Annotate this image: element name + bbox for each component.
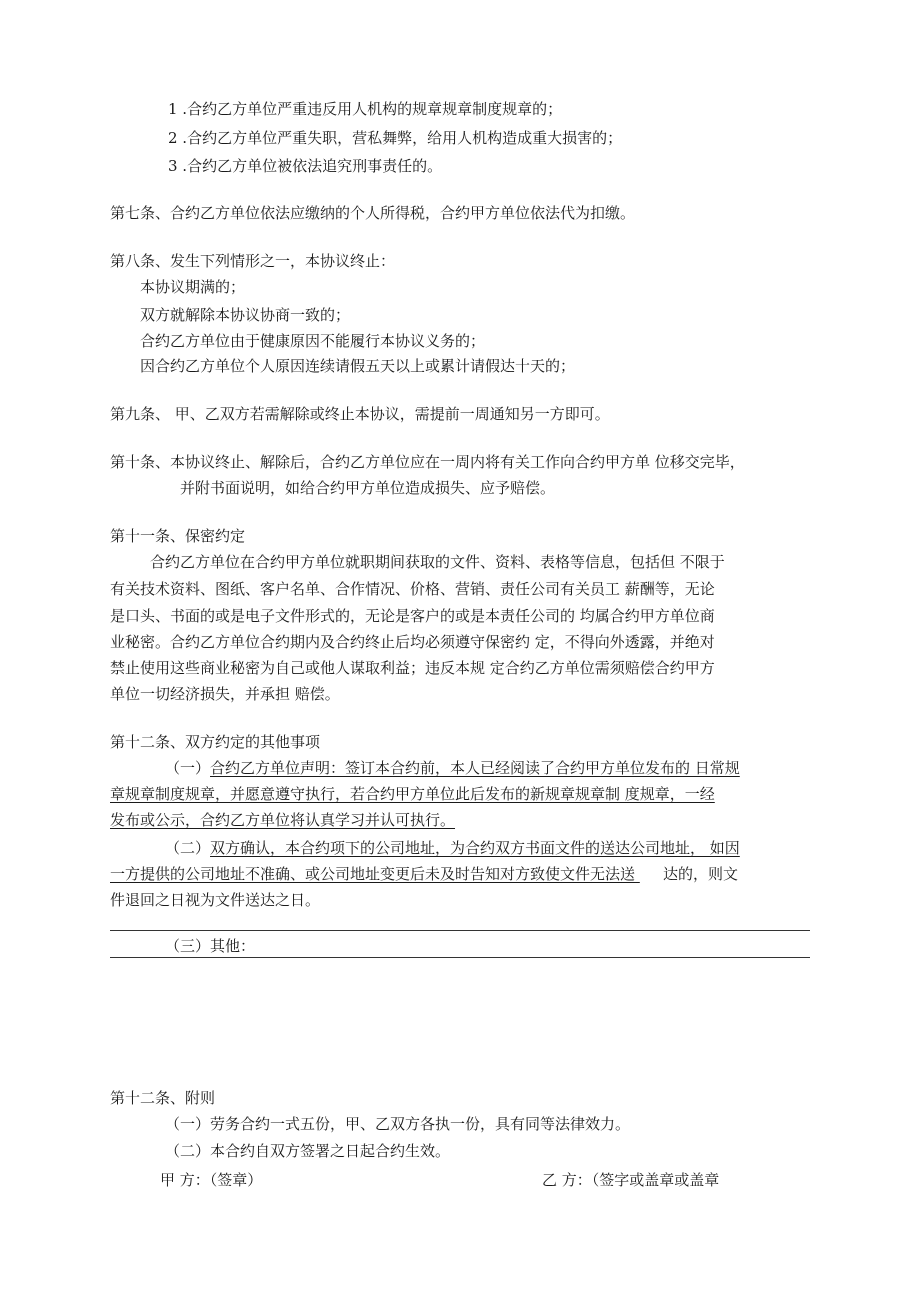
- article-12-para-3: （三）其他：: [165, 937, 256, 955]
- article-12-para-2-line-2: [110, 863, 738, 885]
- article-11-line-1: 合约乙方单位在合约甲方单位就职期间获取的文件、资料、表格等信息，包括但 不限于: [150, 553, 725, 571]
- article-7: 第七条、合约乙方单位依法应缴纳的个人所得税，合约甲方单位依法代为扣缴。: [110, 204, 636, 222]
- appendix-item-2: （二）本合约自双方签署之日起合约生效。: [165, 1142, 451, 1160]
- list-item-3: 3 .合约乙方单位被依法追究刑事责任的。: [168, 157, 443, 175]
- article-8-item-1: 本协议期满的；: [140, 278, 246, 296]
- article-12-para-1-line-3: 发布或公示，合约乙方单位将认真学习并认可执行。: [110, 811, 456, 829]
- para-2-prefix: （二）: [165, 839, 211, 857]
- list-item-1: 1 .合约乙方单位严重违反用人机构的规章规章制度规章的；: [168, 100, 563, 118]
- article-11-line-2: 有关技术资料、图纸、客户名单、合作情况、价格、营销、责任公司有关员工 薪酬等，无论: [110, 580, 715, 598]
- article-12-para-2-line-1: [165, 837, 740, 859]
- signature-party-b: 乙 方：（签字或盖章或盖章: [542, 1171, 720, 1189]
- para-1-text: 合约乙方单位声明：签订本合约前，本人已经阅读了合约甲方单位发布的 日常规: [210, 759, 740, 777]
- para-2-text: 双方确认，本合约项下的公司地址，为合约双方书面文件的送达公司地址， 如因: [210, 839, 740, 857]
- para-2-line-2-text: 一方提供的公司地址不准确、或公司地址变更后未及时告知对方致使文件无法送: [110, 865, 636, 883]
- para-2-blank: [635, 863, 663, 885]
- article-8-item-4: 因合约乙方单位个人原因连续请假五天以上或累计请假达十天的；: [140, 357, 576, 375]
- divider-top: [110, 930, 810, 931]
- article-10-line-1: 第十条、本协议终止、解除后，合约乙方单位应在一周内将有关工作向合约甲方单 位移交完毕，: [110, 453, 745, 471]
- article-8-title: 第八条、发生下列情形之一，本协议终止：: [110, 252, 396, 270]
- signature-party-a: 甲 方：（签章）: [160, 1171, 263, 1189]
- article-8-item-2: 双方就解除本协议协商一致的；: [140, 306, 351, 324]
- article-9: 第九条、 甲、乙双方若需解除或终止本协议，需提前一周通知另一方即可。: [110, 405, 610, 423]
- article-12-title: 第十二条、双方约定的其他事项: [110, 733, 321, 751]
- list-item-2: 2 .合约乙方单位严重失职，营私舞弊，给用人机构造成重大损害的；: [168, 129, 623, 147]
- article-8-item-3: 合约乙方单位由于健康原因不能履行本协议义务的；: [140, 332, 486, 350]
- article-11-line-3: 是口头、书面的或是电子文件形式的，无论是客户的或是本责任公司的 均属合约甲方单位商: [110, 607, 715, 625]
- article-11-title: 第十一条、保密约定: [110, 527, 246, 545]
- appendix-title: 第十二条、附则: [110, 1089, 216, 1107]
- article-12-para-1-line-2: 章规章制度规章，并愿意遵守执行，若合约甲方单位此后发布的新规章规章制 度规章，一经: [110, 785, 715, 803]
- article-10-line-2: 并附书面说明，如给合约甲方单位造成损失、应予赔偿。: [180, 479, 556, 497]
- article-11-line-5: 禁止使用这些商业秘密为自己或他人谋取利益；违反本规 定合约乙方单位需须赔偿合约甲方: [110, 659, 715, 677]
- article-12-para-1-line-1: [165, 757, 740, 779]
- article-12-para-2-line-3: 件退回之日视为文件送达之日。: [110, 891, 321, 909]
- article-11-line-6: 单位一切经济损失，并承担 赔偿。: [110, 685, 340, 703]
- article-11-line-4: 业秘密。合约乙方单位合约期内及合约终止后均必须遵守保密约 定，不得向外透露，并绝对: [110, 633, 715, 651]
- para-2-line-2-tail: 达的，则文: [663, 865, 739, 883]
- appendix-item-1: （一）劳务合约一式五份，甲、乙双方各执一份，具有同等法律效力。: [165, 1115, 631, 1133]
- para-1-prefix: （一）: [165, 759, 211, 777]
- divider-bottom: [110, 957, 810, 958]
